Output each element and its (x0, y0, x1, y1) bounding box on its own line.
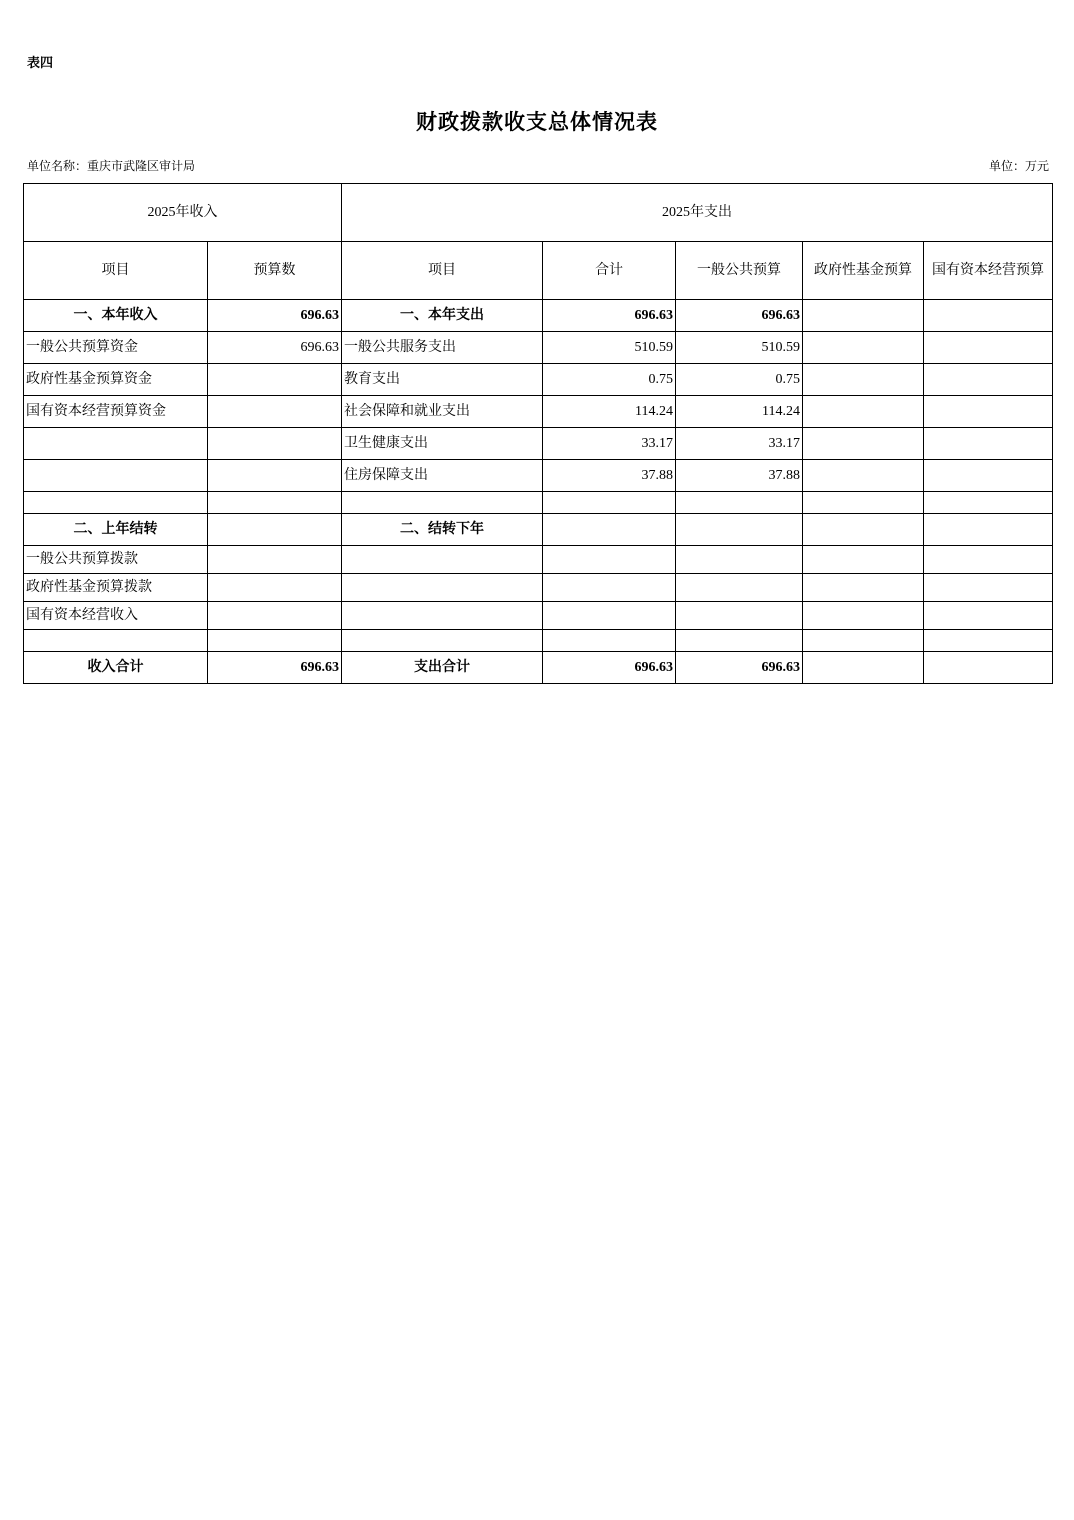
table-row (24, 364, 1053, 396)
income-item-cell: 一、本年收入 (24, 300, 208, 332)
state-capital-cell (924, 514, 1053, 546)
col-header-income-item: 项目 (24, 242, 208, 300)
table-row (24, 460, 1053, 492)
state-capital-cell (924, 428, 1053, 460)
table-row (24, 514, 1053, 546)
general-cell: 37.88 (676, 460, 803, 492)
income-item-cell (24, 460, 208, 492)
income-total-value: 696.63 (208, 652, 342, 684)
col-header-budget: 预算数 (208, 242, 342, 300)
fund-cell (803, 460, 924, 492)
fund-cell (803, 428, 924, 460)
income-group-header: 2025年收入 (24, 184, 342, 242)
income-value-cell (208, 364, 342, 396)
state-capital-cell (924, 396, 1053, 428)
income-item-cell: 一般公共预算拨款 (24, 546, 208, 574)
expense-total-value: 696.63 (543, 652, 676, 684)
income-item-cell: 国有资本经营预算资金 (24, 396, 208, 428)
table-row (24, 546, 1053, 574)
col-header-total: 合计 (543, 242, 676, 300)
general-cell: 0.75 (676, 364, 803, 396)
col-header-general: 一般公共预算 (676, 242, 803, 300)
total-cell: 510.59 (543, 332, 676, 364)
expense-item-cell: 一般公共服务支出 (342, 332, 543, 364)
income-item-cell: 政府性基金预算拨款 (24, 574, 208, 602)
col-header-state-capital: 国有资本经营预算 (924, 242, 1053, 300)
general-cell (676, 514, 803, 546)
header-row-group (24, 184, 1053, 242)
total-cell: 33.17 (543, 428, 676, 460)
general-cell: 696.63 (676, 300, 803, 332)
income-value-cell (208, 514, 342, 546)
state-capital-cell (924, 652, 1053, 684)
income-item-cell (24, 428, 208, 460)
income-value-cell: 696.63 (208, 332, 342, 364)
income-item-cell: 一般公共预算资金 (24, 332, 208, 364)
table-row-empty (24, 492, 1053, 514)
state-capital-cell (924, 300, 1053, 332)
total-cell (543, 514, 676, 546)
expense-item-cell: 社会保障和就业支出 (342, 396, 543, 428)
total-cell: 0.75 (543, 364, 676, 396)
table-row (24, 396, 1053, 428)
expense-group-header: 2025年支出 (342, 184, 1053, 242)
unit-name-label: 单位名称：重庆市武隆区审计局 (27, 159, 196, 173)
expense-item-cell: 教育支出 (342, 364, 543, 396)
state-capital-cell (924, 364, 1053, 396)
income-value-cell (208, 428, 342, 460)
expense-item-cell: 二、结转下年 (342, 514, 543, 546)
table-row (24, 428, 1053, 460)
fund-cell (803, 396, 924, 428)
fund-cell (803, 332, 924, 364)
income-item-cell: 政府性基金预算资金 (24, 364, 208, 396)
income-total-label: 收入合计 (24, 652, 208, 684)
income-value-cell: 696.63 (208, 300, 342, 332)
total-cell: 37.88 (543, 460, 676, 492)
general-cell: 33.17 (676, 428, 803, 460)
budget-table (23, 183, 1053, 684)
income-value-cell (208, 396, 342, 428)
income-value-cell (208, 460, 342, 492)
expense-item-cell: 一、本年支出 (342, 300, 543, 332)
col-header-fund: 政府性基金预算 (803, 242, 924, 300)
fund-cell (803, 652, 924, 684)
currency-unit-label: 单位：万元 (988, 159, 1049, 173)
expense-item-cell: 住房保障支出 (342, 460, 543, 492)
expense-item-cell: 卫生健康支出 (342, 428, 543, 460)
table-row (24, 300, 1053, 332)
state-capital-cell (924, 460, 1053, 492)
total-cell: 696.63 (543, 300, 676, 332)
table-number-label: 表四 (27, 56, 54, 71)
state-capital-cell (924, 332, 1053, 364)
general-cell: 114.24 (676, 396, 803, 428)
table-row (24, 332, 1053, 364)
total-cell: 114.24 (543, 396, 676, 428)
fund-cell (803, 300, 924, 332)
table-row-empty (24, 630, 1053, 652)
header-row-columns (24, 242, 1053, 300)
fund-cell (803, 364, 924, 396)
income-item-cell: 国有资本经营收入 (24, 602, 208, 630)
fund-cell (803, 514, 924, 546)
general-cell: 510.59 (676, 332, 803, 364)
table-row (24, 574, 1053, 602)
col-header-expense-item: 项目 (342, 242, 543, 300)
income-item-cell: 二、上年结转 (24, 514, 208, 546)
table-row-totals (24, 652, 1053, 684)
table-row (24, 602, 1053, 630)
expense-total-label: 支出合计 (342, 652, 543, 684)
general-total-value: 696.63 (676, 652, 803, 684)
page-title: 财政拨款收支总体情况表 (416, 109, 658, 134)
